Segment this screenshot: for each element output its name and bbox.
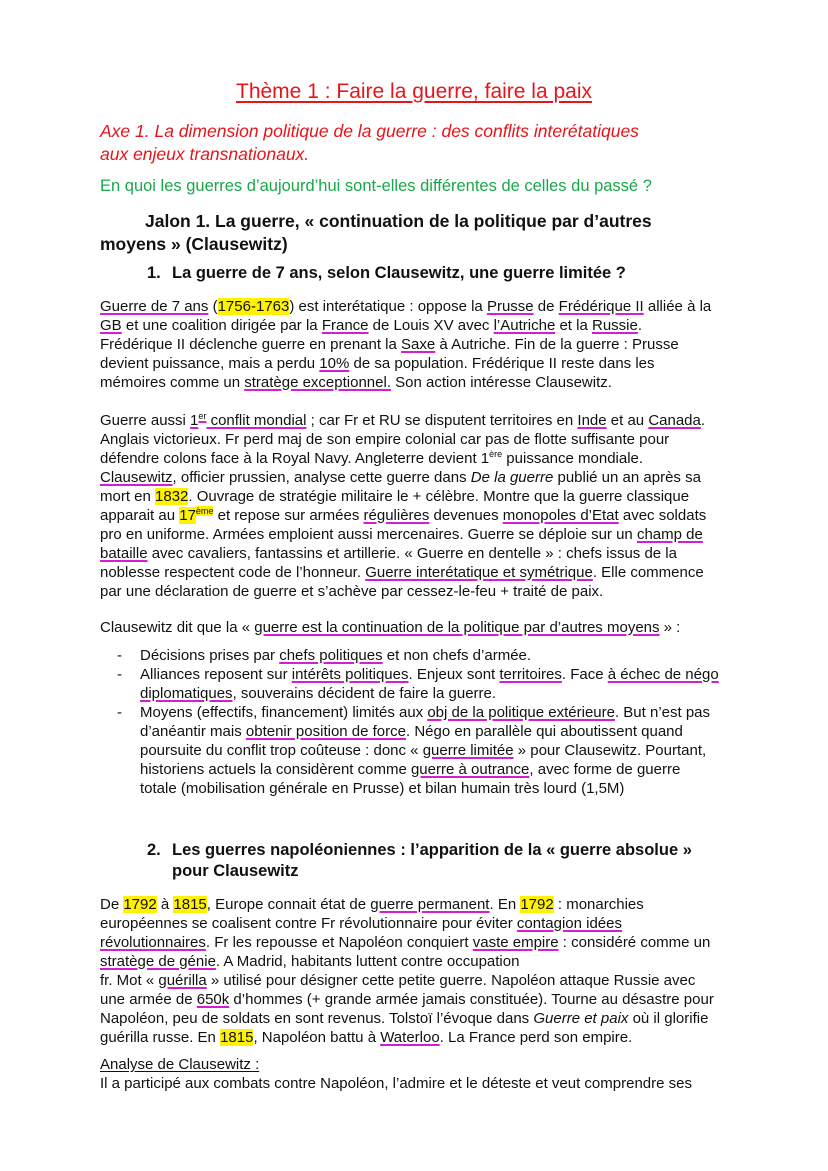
text-run: Alliances reposent sur (140, 666, 292, 683)
underlined-text: à échec de négo (607, 666, 719, 683)
text-line (100, 1028, 714, 1047)
text-line (100, 487, 706, 506)
underlined-text: guerre est la continuation de la politique par d’autres moyens (254, 619, 660, 636)
section-number: 2. (147, 841, 161, 859)
underlined-text: monopoles d’Etat (502, 507, 619, 524)
text-line (100, 563, 706, 582)
text-run: alliée à la (643, 298, 712, 315)
axe-line: Axe 1. La dimension politique de la guerre : des conflits interétatiques (100, 121, 639, 141)
text-line (140, 779, 710, 798)
jalon-heading (100, 210, 652, 256)
section-line: La guerre de 7 ans, selon Clausewitz, une guerre limitée ? (172, 264, 626, 282)
text-run: , officier prussien, analyse cette guerre dans (172, 469, 471, 486)
underlined-text: chefs politiques (279, 647, 383, 664)
underlined-text: guérilla (158, 972, 207, 989)
underlined-text: 10% (319, 355, 350, 372)
text-run: apparait au (100, 507, 180, 524)
underlined-text: 1 (190, 412, 199, 429)
text-line (140, 760, 710, 779)
text-run: . (700, 412, 706, 429)
text-run: d’hommes (+ grande armée jamais constituée). Tourne au désastre pour (229, 991, 714, 1008)
text-line (100, 1074, 692, 1093)
text-run: par une déclaration de guerre et s’achève par cessez-le-feu + traité de paix. (100, 583, 604, 600)
underlined-text: obj de la politique extérieure (427, 704, 615, 721)
text-run: Il a participé aux combats contre Napoléon, l’admire et le déteste et veut comprendre ses (100, 1075, 692, 1092)
text-run: Moyens (effectifs, financement) limités aux (140, 704, 428, 721)
text-line (100, 525, 706, 544)
text-run: puissance mondiale. (502, 450, 644, 467)
section-2-heading (147, 840, 692, 882)
underlined-text: guerre limitée (422, 742, 514, 759)
text-line (100, 1055, 692, 1074)
underlined-text: GB (100, 317, 122, 334)
section-line: pour Clausewitz (172, 862, 299, 880)
text-run: . La France perd son empire. (439, 1029, 633, 1046)
underlined-text: l’Autriche (493, 317, 556, 334)
text-line (100, 914, 714, 933)
bullet-dash: - (117, 666, 122, 683)
text-run: ( (208, 298, 218, 315)
text-run: . (637, 317, 643, 334)
highlighted-text: 1756-1763 (217, 298, 290, 315)
text-run: , souverains décident de faire la guerre. (232, 685, 497, 702)
text-run: , avec forme de guerre (529, 761, 681, 778)
text-run: . A Madrid, habitants luttent contre occupation (215, 953, 520, 970)
text-run: à (156, 896, 174, 913)
jalon-line: moyens » (Clausewitz) (100, 234, 288, 254)
text-run: totale (mobilisation générale en Prusse) et bilan humain très lourd (1,5M) (140, 780, 625, 797)
bullet-text (140, 703, 710, 798)
text-run: pro en uniforme. Armées emploient aussi mercenaires. Guerre se déploie sur un (100, 526, 637, 543)
underlined-text: Guerre interétatique et symétrique (365, 564, 593, 581)
text-run: de (533, 298, 559, 315)
text-run: . Enjeux sont (408, 666, 500, 683)
text-line (140, 646, 531, 665)
text-line (100, 544, 706, 563)
underlined-text: Saxe (401, 336, 436, 353)
text-run: d’anéantir mais (140, 723, 246, 740)
underlined-text: France (321, 317, 369, 334)
text-line (100, 506, 706, 525)
section-1-heading (147, 263, 626, 284)
underlined-text: Inde (577, 412, 607, 429)
text-line (140, 665, 719, 684)
underlined-text: guerre permanent (370, 896, 490, 913)
text-run: . But n’est pas (614, 704, 711, 721)
text-run: historiens actuels la considèrent comme (140, 761, 411, 778)
text-run: où il glorifie (628, 1010, 709, 1027)
underlined-text: stratège de génie (100, 953, 216, 970)
problematic-question: En quoi les guerres d’aujourd’hui sont-elles différentes de celles du passé ? (100, 177, 652, 195)
text-run: , Napoléon battu à (253, 1029, 381, 1046)
text-run: avec cavaliers, fantassins et artillerie. « Guerre en dentelle » : chefs issus de la (147, 545, 677, 562)
highlighted-text: 17 (179, 507, 196, 524)
underlined-text: Prusse (486, 298, 534, 315)
text-run: publié un an après sa (553, 469, 701, 486)
text-run: » utilisé pour désigner cette petite guerre. Napoléon attaque Russie avec (206, 972, 696, 989)
text-line (100, 449, 705, 468)
axe-heading (100, 120, 639, 166)
text-run: Décisions prises par (140, 647, 280, 664)
italic-title: Guerre et paix (533, 1010, 629, 1027)
text-run: une armée de (100, 991, 197, 1008)
text-run: fr. Mot « (100, 972, 159, 989)
bullet-dash: - (117, 704, 122, 721)
text-run: poursuite du conflit trop coûteuse : donc « (140, 742, 423, 759)
text-line (100, 297, 711, 316)
italic-title: De la guerre (470, 469, 554, 486)
text-run: . En (489, 896, 521, 913)
text-run: . Fr les repousse et Napoléon conquiert (205, 934, 473, 951)
text-run: De (100, 896, 124, 913)
bullet-text (140, 646, 531, 665)
text-run: Son action intéresse Clausewitz. (390, 374, 612, 391)
underlined-text: obtenir position de force (245, 723, 406, 740)
text-run: et au (606, 412, 649, 429)
text-line (140, 741, 710, 760)
underlined-text: stratège exceptionnel. (244, 374, 391, 391)
text-run: Clausewitz dit que la « (100, 619, 255, 636)
text-line (100, 468, 706, 487)
text-line (100, 430, 705, 449)
section-number: 1. (147, 264, 161, 282)
paragraph (100, 1055, 692, 1093)
text-run: Anglais victorieux. Fr perd maj de son empire colonial car pas de flotte suffisante pour (100, 431, 670, 448)
highlighted-text: 1815 (220, 1029, 254, 1046)
text-run: guérilla russe. En (100, 1029, 221, 1046)
highlighted-text: ème (195, 506, 214, 516)
text-line (100, 335, 711, 354)
text-run: mort en (100, 488, 156, 505)
text-run: : considéré comme un (558, 934, 711, 951)
text-run: Napoléon, peu de soldats en sont revenus. Tolstoï l’évoque dans (100, 1010, 534, 1027)
text-run: Frédérique II déclenche guerre en prenant la (100, 336, 402, 353)
text-line (140, 722, 710, 741)
text-line (100, 971, 714, 990)
text-line (100, 354, 711, 373)
text-run: devenues (429, 507, 503, 524)
text-run: . Négo en parallèle qui aboutissent quand (406, 723, 683, 740)
text-line (100, 373, 711, 392)
text-run: Guerre aussi (100, 412, 191, 429)
underlined-text: Waterloo (380, 1029, 440, 1046)
text-run: » : (659, 619, 681, 636)
text-run: ; car Fr et RU se disputent territoires en (306, 412, 578, 429)
underlined-text: Analyse de Clausewitz : (100, 1056, 260, 1073)
text-line (100, 316, 711, 335)
paragraph (100, 895, 714, 1047)
underlined-text: Russie (591, 317, 638, 334)
text-run: défendre colons face à la Royal Navy. Angleterre devient 1 (100, 450, 490, 467)
underlined-text: bataille (100, 545, 148, 562)
underlined-text: Canada (648, 412, 701, 429)
paragraph (100, 297, 711, 392)
underlined-text: champ de (636, 526, 703, 543)
text-line (100, 895, 714, 914)
axe-line: aux enjeux transnationaux. (100, 144, 310, 164)
text-line (140, 703, 710, 722)
paragraph (100, 411, 705, 468)
highlighted-text: 1815 (173, 896, 207, 913)
paragraph (100, 468, 706, 601)
underlined-text: vaste empire (472, 934, 559, 951)
underlined-text: Clausewitz (100, 469, 173, 486)
text-run: de Louis XV avec (368, 317, 494, 334)
underlined-text: 650k (196, 991, 230, 1008)
highlighted-text: 1832 (155, 488, 189, 505)
text-run: . Elle commence (592, 564, 704, 581)
text-line (100, 618, 680, 637)
highlighted-text: 1792 (123, 896, 157, 913)
text-run: et non chefs d’armée. (382, 647, 532, 664)
text-line (100, 411, 705, 430)
text-run: noblesse respectent code de l’honneur. (100, 564, 366, 581)
underlined-text: er (198, 411, 207, 421)
bullet-text (140, 665, 719, 703)
text-run: et la (555, 317, 592, 334)
document-title: Thème 1 : Faire la guerre, faire la paix (236, 80, 592, 103)
text-run: ère (489, 449, 503, 459)
underlined-text: intérêts politiques (291, 666, 409, 683)
text-run: européennes se coalisent contre Fr révolutionnaire pour éviter (100, 915, 517, 932)
jalon-line: Jalon 1. La guerre, « continuation de la politique par d’autres (145, 211, 652, 231)
bullet-dash: - (117, 647, 122, 664)
text-line (100, 933, 714, 952)
paragraph (100, 618, 680, 637)
text-run: devient puissance, mais a perdu (100, 355, 320, 372)
underlined-text: guerre à outrance (410, 761, 530, 778)
text-run: , Europe connait état de (206, 896, 371, 913)
text-run: ) est interétatique : oppose la (289, 298, 487, 315)
text-line (100, 990, 714, 1009)
text-line (100, 952, 714, 971)
underlined-text: diplomatiques (140, 685, 233, 702)
text-run: mémoires comme un (100, 374, 245, 391)
underlined-text: révolutionnaires (100, 934, 206, 951)
text-run: à Autriche. Fin de la guerre : Prusse (435, 336, 679, 353)
text-run: . Ouvrage de stratégie militaire le + célèbre. Montre que la guerre classique (188, 488, 690, 505)
text-run: » pour Clausewitz. Pourtant, (513, 742, 707, 759)
underlined-text: territoires (499, 666, 562, 683)
text-run: . Face (561, 666, 608, 683)
text-run: de sa population. Frédérique II reste dans les (349, 355, 655, 372)
highlighted-text: 1792 (520, 896, 554, 913)
underlined-text: Guerre de 7 ans (100, 298, 209, 315)
text-run: : monarchies (553, 896, 644, 913)
text-run: et repose sur armées (213, 507, 364, 524)
section-line: Les guerres napoléoniennes : l’apparition de la « guerre absolue » (172, 841, 692, 859)
text-line (100, 1009, 714, 1028)
text-line (140, 684, 719, 703)
text-line (100, 582, 706, 601)
underlined-text: Frédérique II (558, 298, 644, 315)
text-run: avec soldats (618, 507, 707, 524)
underlined-text: contagion idées (516, 915, 622, 932)
text-run: et une coalition dirigée par la (121, 317, 322, 334)
underlined-text: conflit mondial (206, 412, 307, 429)
underlined-text: régulières (363, 507, 430, 524)
